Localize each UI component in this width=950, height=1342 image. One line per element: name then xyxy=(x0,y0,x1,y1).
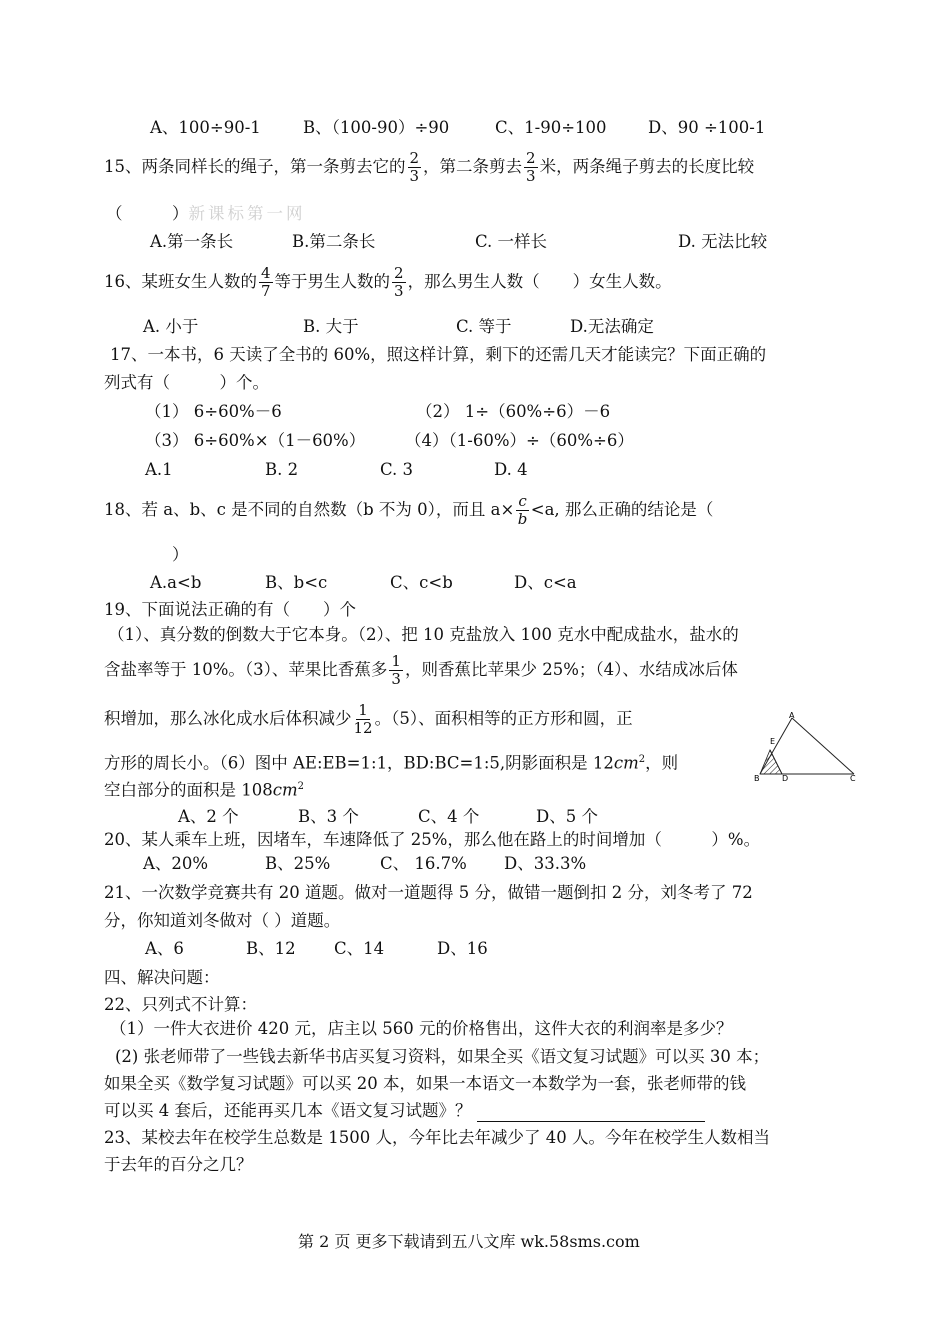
q18-option-a: A.a<b xyxy=(150,573,202,592)
q15-option-b: B.第二条长 xyxy=(292,232,376,251)
q16-stem: 16、某班女生人数的 $\frac{4}{7}$ 等于男生人数的 $\frac{2}{3}$ ，那么男生人数（ ）女生人数。 xyxy=(104,264,672,300)
label-b: B xyxy=(754,774,760,782)
q20-stem: 20、某人乘车上班，因堵车，车速降低了 25%，那么他在路上的时间增加（ ）%。 xyxy=(104,830,761,849)
q15-option-d: D. 无法比较 xyxy=(678,232,768,251)
q18-option-b: B、b<c xyxy=(265,573,328,592)
q17-item-3: （3） 6÷60%×（1－60%） xyxy=(145,431,366,450)
q21-option-d: D、16 xyxy=(437,939,488,958)
triangle-figure xyxy=(754,710,864,782)
label-d: D xyxy=(782,774,789,782)
q14-option-a: A、100÷90-1 xyxy=(150,118,261,137)
q17-option-b: B. 2 xyxy=(265,460,299,479)
q14-option-c: C、1-90÷100 xyxy=(495,118,607,137)
q15-stem: 15、两条同样长的绳子，第一条剪去它的 $\frac{2}{3}$ ，第二条剪去 $\frac{2}{3}$ 米，两条绳子剪去的长度比较 xyxy=(104,149,755,185)
q16-fraction-2: $\frac{2}{3}$ xyxy=(394,264,404,300)
q18-stem: 18、若 a、b、c 是不同的自然数（b 不为 0），而且 a× $\frac{c}{b}$ <a, 那么正确的结论是（ xyxy=(104,492,714,528)
q17-option-a: A.1 xyxy=(145,460,173,479)
q16-option-c: C. 等于 xyxy=(456,317,512,336)
section-heading: 四、解决问题： xyxy=(104,968,220,987)
q20-option-d: D、33.3% xyxy=(504,854,587,873)
q18-option-d: D、c<a xyxy=(514,573,577,592)
watermark: 新课标第一网 xyxy=(188,204,306,223)
q19-option-c: C、4 个 xyxy=(418,807,480,826)
q15-answer-line: （ ）新课标第一网 xyxy=(106,204,306,223)
q15-fraction-2: $\frac{2}{3}$ xyxy=(526,149,536,185)
q21-option-c: C、14 xyxy=(334,939,385,958)
q16-option-a: A. 小于 xyxy=(143,317,199,336)
q19-line-1: （1）、真分数的倒数大于它本身。（2）、把 10 克盐放入 100 克水中配成盐水，盐水的 xyxy=(108,625,739,644)
q22-line-3: 如果全买《数学复习试题》可以买 20 本，如果一本语文一本数学为一套，张老师带的钱 xyxy=(104,1074,746,1093)
q14-option-b: B、（100-90）÷90 xyxy=(303,118,450,137)
q23-line-2: 于去年的百分之几？ xyxy=(104,1155,253,1174)
q22-title: 22、只列式不计算： xyxy=(104,995,257,1014)
q16-fraction-1: $\frac{4}{7}$ xyxy=(261,264,271,300)
q21-option-b: B、12 xyxy=(246,939,296,958)
answer-blank[interactable] xyxy=(477,1105,705,1122)
label-c: C xyxy=(850,774,856,782)
q19-option-a: A、2 个 xyxy=(178,807,239,826)
q22-line-4: 可以买 4 套后，还能再买几本《语文复习试题》？ xyxy=(104,1100,705,1122)
q18-option-c: C、c<b xyxy=(390,573,453,592)
q21-option-a: A、6 xyxy=(145,939,184,958)
q16-option-b: B. 大于 xyxy=(303,317,359,336)
q19-fraction-1-12: $\frac{1}{12}$ xyxy=(353,701,373,737)
q22-line-1: （1）一件大衣进价 420 元，店主以 560 元的价格售出，这件大衣的利润率是多少？ xyxy=(110,1019,733,1038)
q19-fraction-1-3: $\frac{1}{3}$ xyxy=(391,652,401,688)
side-ac xyxy=(792,718,854,774)
shaded-region xyxy=(760,750,782,774)
q18-close-paren: ） xyxy=(172,545,189,564)
q19-option-d: D、5 个 xyxy=(536,807,598,826)
q17-option-c: C. 3 xyxy=(380,460,414,479)
q17-item-1: （1） 6÷60%－6 xyxy=(145,402,282,421)
q17-item-2: （2） 1÷（60%÷6）－6 xyxy=(416,402,611,421)
q19-line-5: 空白部分的面积是 $108cm^2$ xyxy=(104,780,305,800)
q17-line-2: 列式有（ ）个。 xyxy=(104,373,269,392)
q19-line-2: 含盐率等于 10%。（3）、苹果比香蕉多 $\frac{1}{3}$ ，则香蕉比苹果少 25%；（4）、水结成冰后体 xyxy=(104,652,738,688)
q19-title: 19、下面说法正确的有（ ）个 xyxy=(104,600,356,619)
q21-line-2: 分，你知道刘冬做对（ ）道题。 xyxy=(104,911,341,930)
page-footer: 第 2 页 更多下载请到五八文库 wk.58sms.com xyxy=(298,1232,640,1251)
q20-option-b: B、25% xyxy=(265,854,331,873)
q15-option-a: A.第一条长 xyxy=(150,232,234,251)
q19-option-b: B、3 个 xyxy=(298,807,359,826)
label-e: E xyxy=(770,737,776,746)
q16-option-d: D.无法确定 xyxy=(570,317,654,336)
q19-line-3: 积增加，那么冰化成水后体积减少 $\frac{1}{12}$ 。（5）、面积相等的正方形和圆，正 xyxy=(104,701,633,737)
q15-fraction-1: $\frac{2}{3}$ xyxy=(409,149,420,185)
label-a: A xyxy=(789,711,795,720)
q22-line-2: (2) 张老师带了一些钱去新华书店买复习资料，如果全买《语文复习试题》可以买 30 本； xyxy=(115,1047,770,1066)
q15-option-c: C. 一样长 xyxy=(475,232,548,251)
q17-option-d: D. 4 xyxy=(494,460,528,479)
q17-item-4: （4）（1-60%）÷（60%÷6） xyxy=(405,431,634,450)
q18-fraction: $\frac{c}{b}$ xyxy=(517,492,528,528)
q20-option-a: A、20% xyxy=(143,854,209,873)
q21-line-1: 21、一次数学竞赛共有 20 道题。做对一道题得 5 分，做错一题倒扣 2 分，刘冬考了 72 xyxy=(104,883,753,902)
q17-line-1: 17、一本书，6 天读了全书的 60%，照这样计算，剩下的还需几天才能读完？下面正确的 xyxy=(110,345,767,364)
q23-line-1: 23、某校去年在校学生总数是 1500 人，今年比去年减少了 40 人。今年在校学生人数相当 xyxy=(104,1128,770,1147)
q20-option-c: C、 16.7% xyxy=(380,854,467,873)
q14-option-d: D、90 ÷100-1 xyxy=(648,118,766,137)
q19-line-4: 方形的周长小。（6）图中 AE:EB=1:1，BD:BC=1:5,阴影面积是 $12cm^2$，则 xyxy=(104,753,679,773)
